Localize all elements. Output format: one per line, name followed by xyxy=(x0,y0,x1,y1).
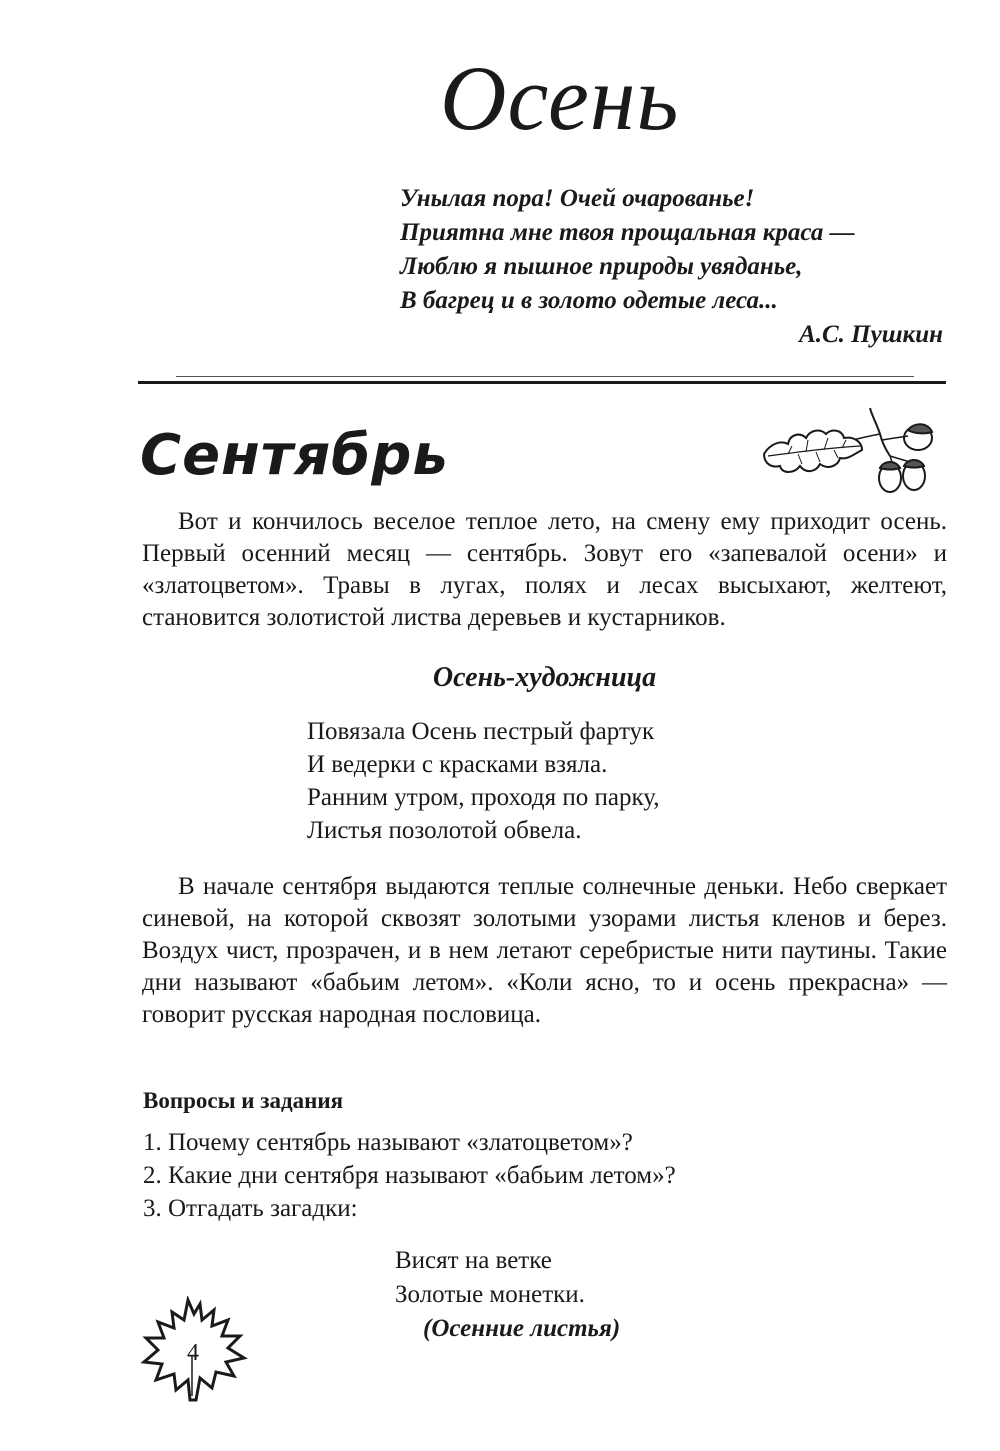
question-item: 1. Почему сентябрь называют «златоцветом»? xyxy=(143,1129,633,1156)
epigraph-line: Унылая пора! Очей очарованье! xyxy=(400,185,755,212)
riddle xyxy=(395,1244,620,1346)
poem-line: И ведерки с красками взяла. xyxy=(307,751,608,778)
riddle-line: Золотые монетки. xyxy=(395,1281,585,1308)
question-item: 2. Какие дни сентября называют «бабьим летом»? xyxy=(143,1162,676,1189)
epigraph-line: Приятна мне твоя прощальная краса — xyxy=(400,219,855,246)
epigraph xyxy=(400,182,945,352)
chapter-title: Осень xyxy=(440,47,680,149)
month-title: Сентябрь xyxy=(140,423,449,488)
intro-paragraph xyxy=(142,506,947,634)
epigraph-author: А.С. Пушкин xyxy=(799,321,943,348)
intro-paragraph-text: Вот и кончилось веселое теплое лето, на смену ему приходит осень. Первый осенний месяц — сентябрь. Зовут его «запевалой осени» и «златоцветом». Травы в лугах, полях и лесах высыхают, желтеют, становится золотистой листва деревьев и кустарников. xyxy=(142,508,947,631)
oak-branch-icon xyxy=(758,404,948,500)
poem-title: Осень-художница xyxy=(432,662,657,693)
questions-heading: Вопросы и задания xyxy=(143,1088,344,1113)
epigraph-line: В багрец и в золото одетые леса... xyxy=(400,287,778,314)
page-number: 4 xyxy=(187,1340,199,1366)
poem-line: Листья позолотой обвела. xyxy=(307,817,582,844)
epigraph-line: Люблю я пышное природы увяданье, xyxy=(400,253,803,280)
body-paragraph xyxy=(142,871,947,1031)
riddle-answer: (Осенние листья) xyxy=(423,1315,621,1342)
poem xyxy=(307,715,659,847)
body-paragraph-text: В начале сентября выдаются теплые солнечные деньки. Небо сверкает синевой, на которой сквозят золотыми узорами листья кленов и берез. Воздух чист, прозрачен, и в нем летают серебристые нити паутины. Такие дни называют «бабьим летом». «Коли ясно, то и осень прекрасна» — говорит русская народная пословица. xyxy=(142,873,947,1028)
question-item: 3. Отгадать загадки: xyxy=(143,1195,358,1222)
divider-thin xyxy=(176,376,914,377)
riddle-line: Висят на ветке xyxy=(395,1247,552,1274)
questions-list xyxy=(143,1126,676,1225)
poem-line: Повязала Осень пестрый фартук xyxy=(307,718,655,745)
poem-line: Ранним утром, проходя по парку, xyxy=(307,784,660,811)
divider-thick xyxy=(138,381,946,384)
